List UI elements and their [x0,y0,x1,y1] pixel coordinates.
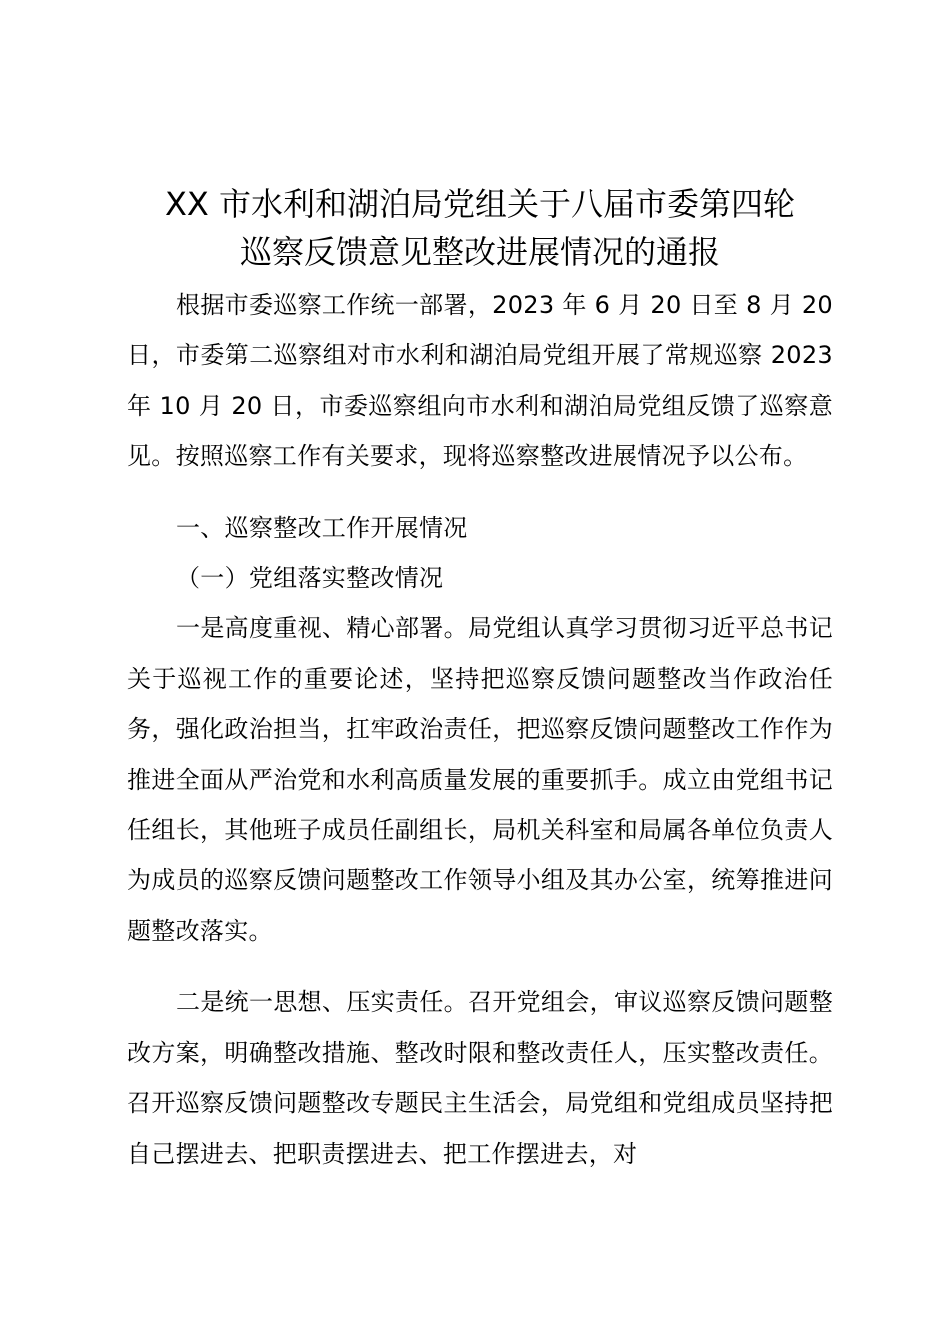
section-heading: 一、巡察整改工作开展情况 [176,513,468,542]
document-title [120,180,840,276]
paragraph-point-two: 二是统一思想、压实责任。召开党组会，审议巡察反馈问题整改方案，明确整改措施、整改时限和整改责任人，压实整改责任。召开巡察反馈问题整改专题民主生活会，局党组和党组成员坚持把自己摆进去、把职责摆进去、把工作摆进去，对 [127,988,833,1168]
document-body [127,280,833,1179]
title-line-1: XX 市水利和湖泊局党组关于八届市委第四轮 [164,185,796,223]
title-line-2: 巡察反馈意见整改进展情况的通报 [239,233,720,271]
paragraph-point-one: 一是高度重视、精心部署。局党组认真学习贯彻习近平总书记关于巡视工作的重要论述，坚持把巡察反馈问题整改当作政治任务，强化政治担当，扛牢政治责任，把巡察反馈问题整改工作作为推进全面从严治党和水利高质量发展的重要抓手。成立由党组书记任组长，其他班子成员任副组长，局机关科室和局属各单位负责人为成员的巡察反馈问题整改工作领导小组及其办公室，统筹推进问题整改落实。 [127,614,833,945]
subsection-heading: （一）党组落实整改情况 [176,564,444,593]
paragraph-intro: 根据市委巡察工作统一部署，2023 年 6 月 20 日至 8 月 20 日，市委第二巡察组对市水利和湖泊局党组开展了常规巡察 2023 年 10 月 20 日，市委巡察组向市水利和湖泊局党组反馈了巡察意见。按照巡察工作有关要求，现将巡察整改进展情况予以公布。 [127,291,833,471]
